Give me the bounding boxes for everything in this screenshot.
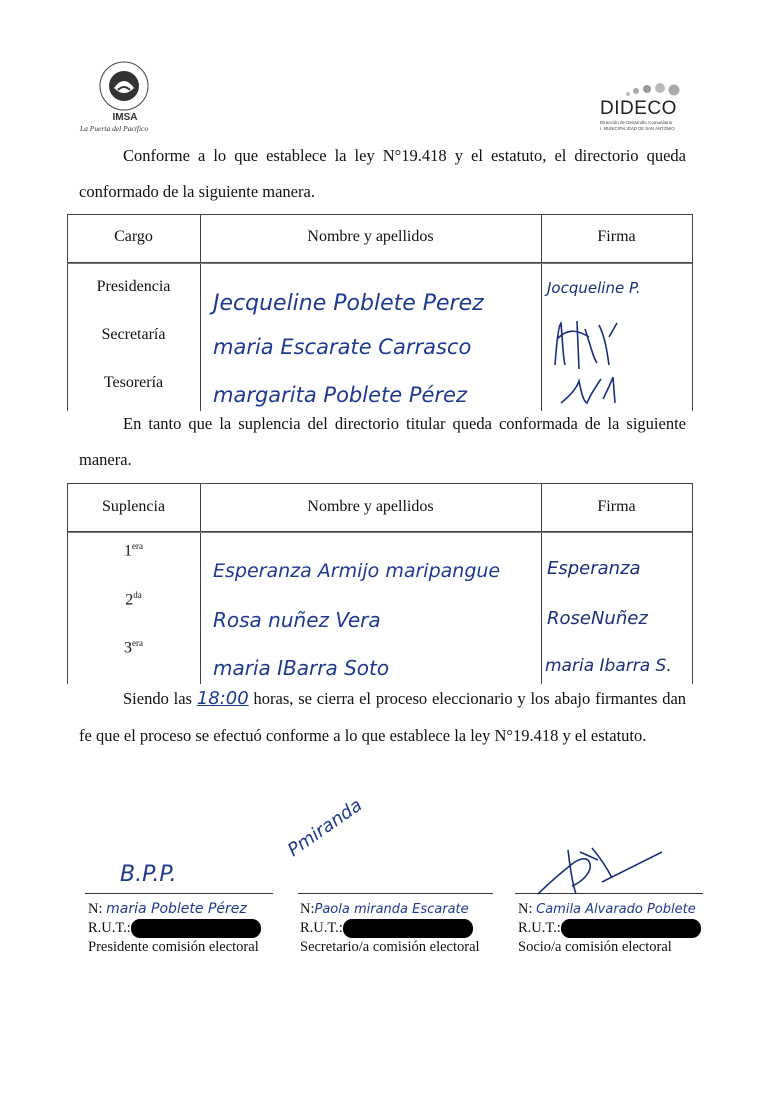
imsa-name: IMSA xyxy=(112,112,138,123)
firma-tesoreria-signature xyxy=(557,373,627,409)
ordinal-suffix: era xyxy=(132,638,143,648)
suplencia-ordinal-1 xyxy=(67,541,200,560)
suplencia-text: En tanto que la suplencia del directorio titular queda conformada de la siguiente manera. xyxy=(79,414,686,469)
nombre-suplente-3: maria IBarra Soto xyxy=(213,656,390,680)
nombre-tesoreria: margarita Poblete Pérez xyxy=(213,383,467,407)
closing-before: Siendo las xyxy=(123,689,192,708)
ordinal-number: 1 xyxy=(124,542,132,560)
suplencia-table xyxy=(67,483,693,684)
n-label: N: xyxy=(300,901,315,917)
col-header-firma: Firma xyxy=(597,228,636,245)
firma-suplente-1: Esperanza xyxy=(547,558,641,579)
imsa-seal-icon xyxy=(80,60,170,116)
col-header-suplencia: Suplencia xyxy=(101,498,166,515)
col-header-nombre-suplencia: Nombre y apellidos xyxy=(307,498,434,515)
n-label: N: xyxy=(88,901,103,917)
n-label: N: xyxy=(518,901,533,917)
firmante-2-cargo: Secretario/a comisión electoral xyxy=(300,939,480,956)
firmante-3-block xyxy=(518,900,701,957)
firmante-1-nombre: maria Poblete Pérez xyxy=(106,901,247,917)
firmante-1-block xyxy=(88,900,261,957)
col-header-firma-suplencia: Firma xyxy=(597,498,636,515)
firma-suplente-2: RoseNuñez xyxy=(547,608,648,629)
rut-redaction xyxy=(343,919,473,938)
col-header-cargo: Cargo xyxy=(114,228,153,245)
rut-label: R.U.T.: xyxy=(300,920,343,936)
cargo-presidencia: Presidencia xyxy=(96,278,171,295)
closing-paragraph xyxy=(79,680,686,754)
signature-line-3 xyxy=(515,893,703,894)
cargo-secretaria: Secretaría xyxy=(101,326,166,343)
nombre-suplente-1: Esperanza Armijo maripangue xyxy=(213,560,501,582)
suplencia-ordinal-2 xyxy=(67,590,200,609)
rut-label: R.U.T.: xyxy=(88,920,131,936)
dideco-subtitle: Dirección de Desarrollo Comunitario xyxy=(600,120,673,125)
closing-hora: 18:00 xyxy=(196,688,249,709)
rut-redaction xyxy=(131,919,261,938)
nombre-suplente-2: Rosa nuñez Vera xyxy=(213,608,381,632)
ordinal-number: 3 xyxy=(124,639,132,657)
dideco-name: DIDECO xyxy=(600,98,677,119)
firmante-2-nombre: Paola miranda Escarate xyxy=(314,902,469,917)
intro-text: Conforme a lo que establece la ley N°19.418 y el estatuto, el directorio queda conformado de la siguiente manera. xyxy=(79,146,686,201)
col-header-nombre: Nombre y apellidos xyxy=(307,228,434,245)
firma-secretario-comision: Pmiranda xyxy=(283,794,367,861)
firma-presidencia: Jocqueline P. xyxy=(547,279,641,297)
rut-redaction xyxy=(561,919,701,938)
directorio-table xyxy=(67,214,693,411)
firmante-3-nombre: Camila Alvarado Poblete xyxy=(536,902,696,917)
dideco-municipality: I. MUNICIPALIDAD DE SAN ANTONIO xyxy=(600,126,675,131)
nombre-secretaria: maria Escarate Carrasco xyxy=(213,335,472,359)
firma-suplente-3: maria Ibarra S. xyxy=(545,656,672,676)
imsa-motto: La Puerta del Pacífico xyxy=(80,124,149,133)
cargo-tesoreria: Tesorería xyxy=(103,374,164,391)
suplencia-ordinal-3 xyxy=(67,638,200,657)
firma-presidente-comision: B.P.P. xyxy=(120,862,177,887)
dideco-logo xyxy=(598,80,693,132)
signature-line-2 xyxy=(298,893,493,894)
firmante-2-block xyxy=(300,900,480,957)
dideco-dots-icon xyxy=(620,80,690,100)
firmante-3-cargo: Socio/a comisión electoral xyxy=(518,939,672,956)
intro-paragraph xyxy=(79,138,686,210)
signature-line-1 xyxy=(85,893,273,894)
imsa-logo xyxy=(80,60,170,138)
firmante-1-cargo: Presidente comisión electoral xyxy=(88,939,259,956)
ordinal-number: 2 xyxy=(125,591,134,609)
rut-label: R.U.T.: xyxy=(518,920,561,936)
ordinal-suffix: era xyxy=(132,541,143,551)
suplencia-paragraph xyxy=(79,406,686,478)
ordinal-suffix: da xyxy=(133,590,142,600)
nombre-presidencia: Jecqueline Poblete Perez xyxy=(213,291,484,316)
firma-secretaria-signature xyxy=(549,317,629,373)
closing-after: horas, se cierra el proceso eleccionario y los abajo firmantes dan fe que el proceso se efectuó conforme a lo que establece la ley N°19.418 y el estatuto. xyxy=(79,689,687,745)
